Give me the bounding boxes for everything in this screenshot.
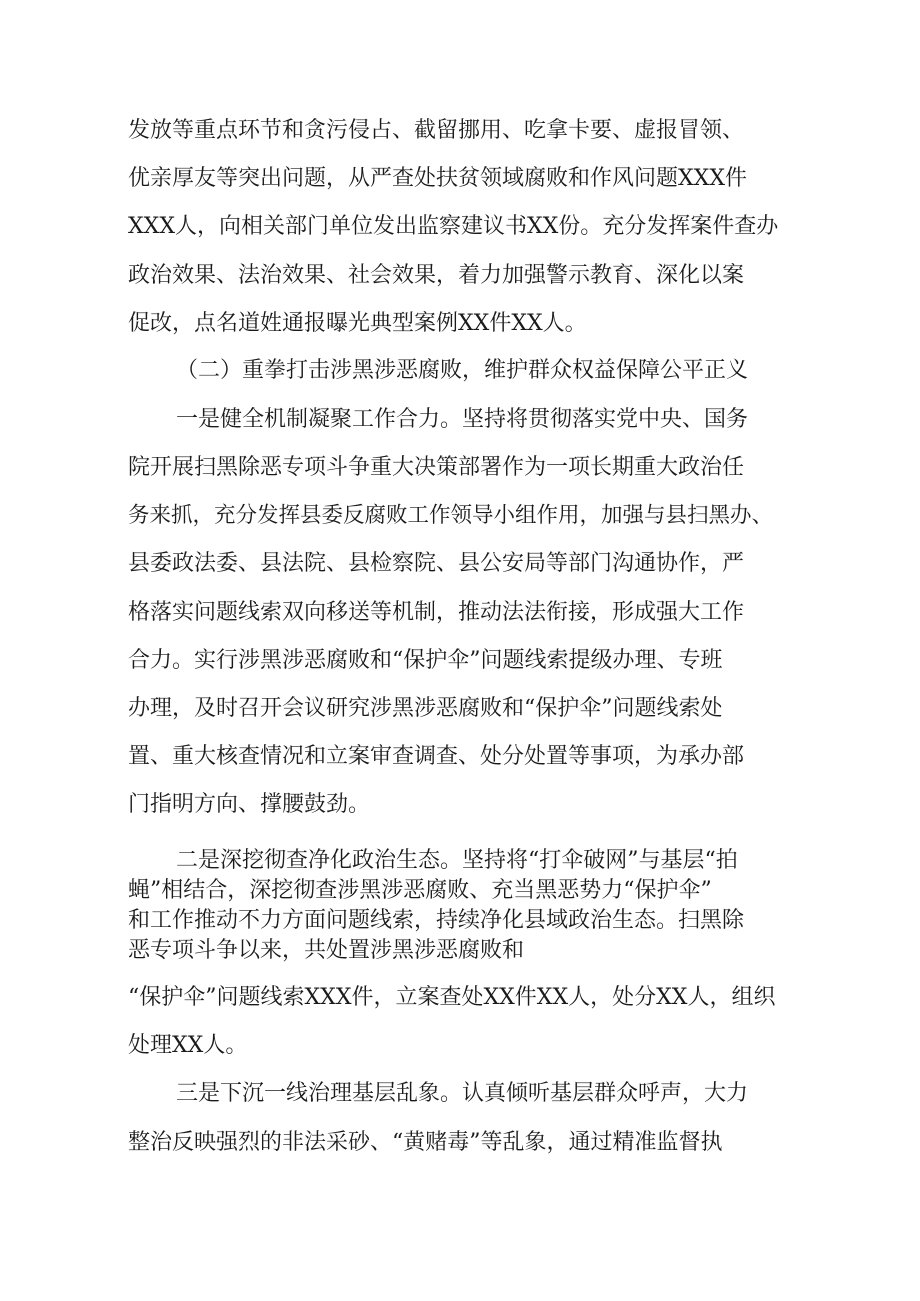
paragraph-line: 优亲厚友等突出问题，从严查处扶贫领域腐败和作风问题XXX件 [128,166,747,191]
paragraph-line: 办理，及时召开会议研究涉黑涉恶腐败和“保护伞”问题线索处 [128,696,723,721]
paragraph-line: 整治反映强烈的非法采砂、“黄赌毒”等乱象，通过精准监督执 [128,1130,723,1155]
paragraph-line: 处理XX人。 [128,1033,248,1058]
section-heading: （二）重拳打击涉黑涉恶腐败，维护群众权益保障公平正义 [176,358,749,383]
paragraph-line: 置、重大核查情况和立案审查调查、处分处置等事项，为承办部 [128,744,745,769]
paragraph-line: 恶专项斗争以来，共处置涉黑涉恶腐败和 [128,938,525,963]
paragraph-line: 格落实问题线索双向移送等机制，推动法法衔接，形成强大工作 [128,600,745,625]
paragraph-line: “保护伞”问题线索XXX件，立案查处XX件XX人，处分XX人，组织 [128,985,776,1010]
paragraph-line: 一是健全机制凝聚工作合力。坚持将贯彻落实党中央、国务 [176,407,749,432]
paragraph-line: 和工作推动不力方面问题线索，持续净化县域政治生态。扫黑除 [128,908,745,933]
paragraph-line: 发放等重点环节和贪污侵占、截留挪用、吃拿卡要、虚报冒领、 [128,118,745,143]
paragraph-line: 蝇”相结合，深挖彻查涉黑涉恶腐败、充当黑恶势力“保护伞” [128,878,712,903]
paragraph-line: 务来抓，充分发挥县委反腐败工作领导小组作用，加强与县扫黑办、 [128,503,774,528]
paragraph-line: 政治效果、法治效果、社会效果，着力加强警示教育、深化以案 [128,263,745,288]
paragraph-line: 院开展扫黑除恶专项斗争重大决策部署作为一项长期重大政治任 [128,455,745,480]
paragraph-line: 县委政法委、县法院、县检察院、县公安局等部门沟通协作，严 [128,551,745,576]
paragraph-line: 合力。实行涉黑涉恶腐败和“保护伞”问题线索提级办理、专班 [128,648,723,673]
paragraph-line: 促改，点名道姓通报曝光典型案例XX件XX人。 [128,311,587,336]
paragraph-line: XXX人，向相关部门单位发出监察建议书XX份。充分发挥案件查办 [128,214,779,239]
paragraph-line: 二是深挖彻查净化政治生态。坚持将“打伞破网”与基层“拍 [176,848,738,873]
paragraph-line: 三是下沉一线治理基层乱象。认真倾听基层群众呼声，大力 [176,1081,749,1106]
paragraph-line: 门指明方向、撑腰鼓劲。 [128,792,371,817]
